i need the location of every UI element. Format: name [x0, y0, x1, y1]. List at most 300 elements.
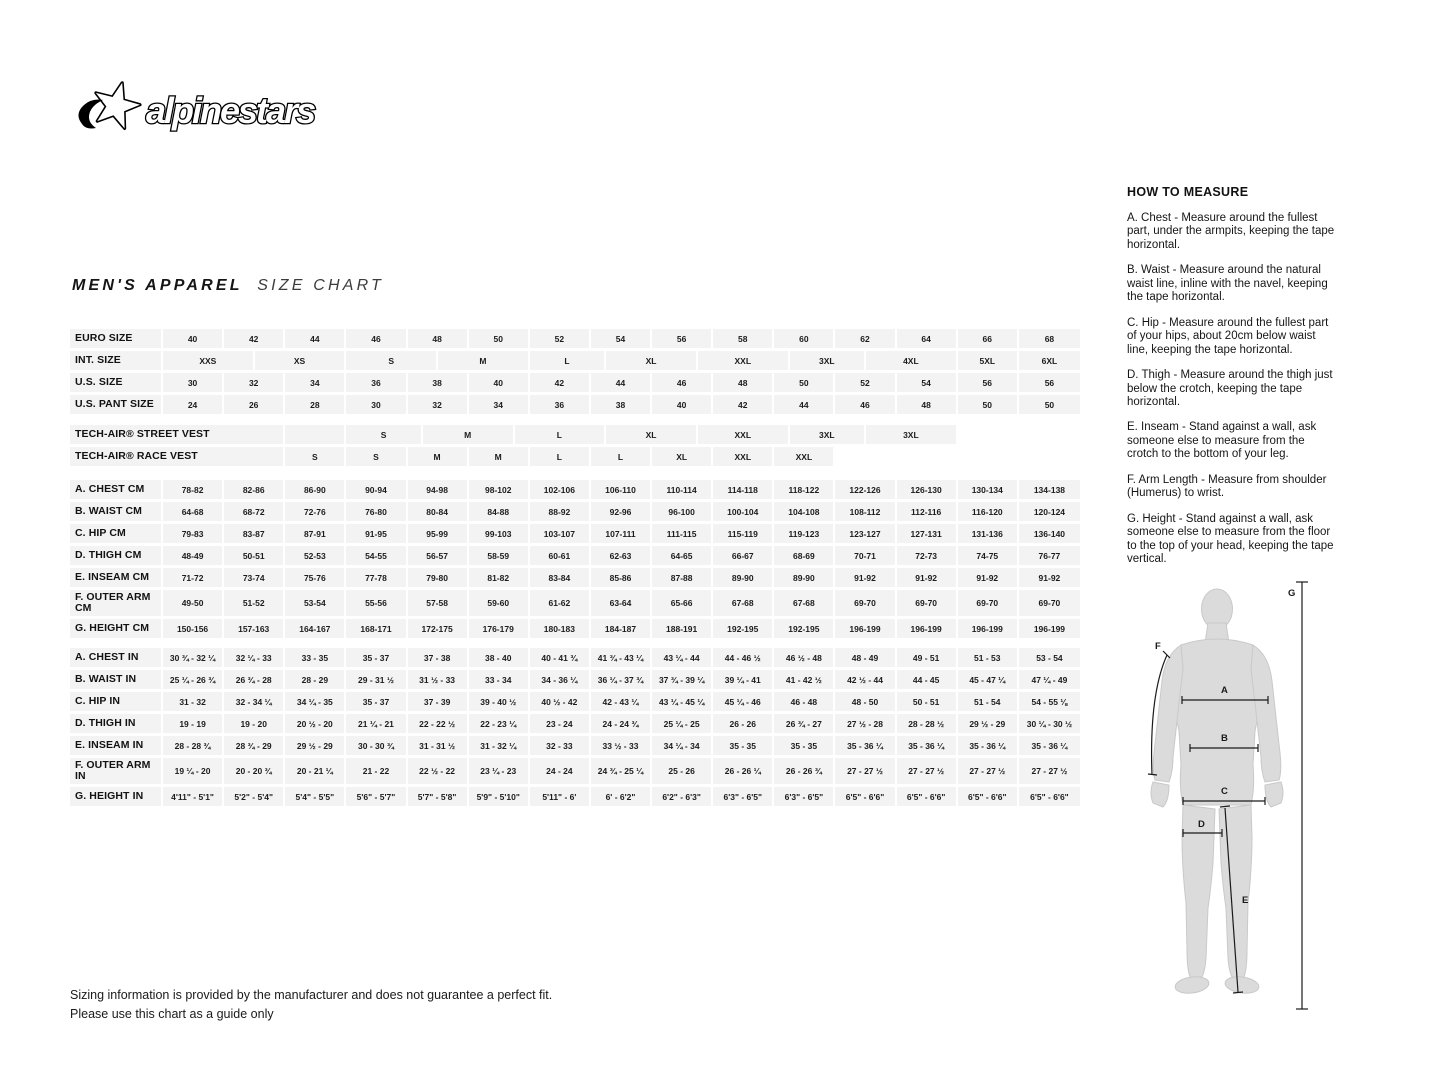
size-cell: 28 - 28 ½ [897, 714, 958, 733]
alpinestars-logo [74, 78, 334, 142]
size-cell: 79-83 [163, 524, 224, 543]
table-group-sizes [70, 329, 1080, 414]
size-cell: 41 ¾ - 43 ¼ [591, 648, 652, 667]
size-cell: 56-57 [408, 546, 469, 565]
table-row [70, 351, 1080, 370]
size-cell: 35 - 37 [346, 692, 407, 711]
size-cell: 196-199 [835, 619, 896, 638]
label-thigh: D [1198, 819, 1205, 830]
row-label: A. CHEST CM [70, 480, 163, 499]
size-cell: 4'11" - 5'1" [163, 787, 224, 806]
size-cell: 91-92 [897, 568, 958, 587]
size-cell: 46 [652, 373, 713, 392]
size-cell: 22 - 22 ½ [408, 714, 469, 733]
size-cell: 35 - 36 ¼ [1019, 736, 1080, 755]
row-label: D. THIGH CM [70, 546, 163, 565]
size-cell: 28 ¾ - 29 [224, 736, 285, 755]
size-cell: 32 - 34 ¼ [224, 692, 285, 711]
size-cell: 34 - 36 ¼ [530, 670, 591, 689]
size-cell: 6'5" - 6'6" [1019, 787, 1080, 806]
row-label: C. HIP CM [70, 524, 163, 543]
size-cell: 40 - 41 ¾ [530, 648, 591, 667]
size-cell: 35 - 36 ¼ [897, 736, 958, 755]
size-cell: 36 [530, 395, 591, 414]
star-icon [96, 83, 140, 129]
size-cell: 31 - 31 ½ [408, 736, 469, 755]
how-to-measure-heading: HOW TO MEASURE [1127, 185, 1249, 199]
size-cell: 81-82 [469, 568, 530, 587]
row-label: E. INSEAM IN [70, 736, 163, 755]
size-cell: 61-62 [530, 590, 591, 616]
size-cell: 134-138 [1019, 480, 1080, 499]
size-cell: 19 - 20 [224, 714, 285, 733]
size-cell: M [408, 447, 469, 466]
size-cell: 42 [224, 329, 285, 348]
size-cell: 67-68 [713, 590, 774, 616]
size-cell: 74-75 [958, 546, 1019, 565]
size-cell: 164-167 [285, 619, 346, 638]
size-cell: 48 [897, 395, 958, 414]
size-cell: 111-115 [652, 524, 713, 543]
size-cell: 31 ½ - 33 [408, 670, 469, 689]
size-cell: 46 - 48 [774, 692, 835, 711]
size-cell: 44 - 46 ½ [713, 648, 774, 667]
label-height: G [1288, 588, 1296, 599]
size-cell: 69-70 [835, 590, 896, 616]
row-label: EURO SIZE [70, 329, 163, 348]
size-cell: 29 ½ - 29 [285, 736, 346, 755]
table-row [70, 425, 1080, 444]
row-label: A. CHEST IN [70, 648, 163, 667]
size-cell: 24 - 24 ¾ [591, 714, 652, 733]
size-cell: 45 ¼ - 46 [713, 692, 774, 711]
label-inseam: E [1242, 895, 1249, 906]
size-cell: 68-69 [774, 546, 835, 565]
size-cell: 35 - 35 [713, 736, 774, 755]
size-cell: 6XL [1019, 351, 1080, 370]
size-cell: 91-92 [835, 568, 896, 587]
measurement-figure [1145, 573, 1323, 1020]
size-cell: 122-126 [835, 480, 896, 499]
size-cell: 91-95 [346, 524, 407, 543]
size-cell: 83-84 [530, 568, 591, 587]
size-cell: 64-65 [652, 546, 713, 565]
size-cell: 99-103 [469, 524, 530, 543]
size-cell: 80-84 [408, 502, 469, 521]
size-cell: 68-72 [224, 502, 285, 521]
table-row [70, 524, 1080, 543]
size-cell: 54-55 [346, 546, 407, 565]
size-cell: XL [606, 351, 698, 370]
size-cell: 24 - 24 [530, 758, 591, 784]
size-cell: 48 [408, 329, 469, 348]
size-cell: 37 - 39 [408, 692, 469, 711]
size-cell: 5'2" - 5'4" [224, 787, 285, 806]
size-cell: 64-68 [163, 502, 224, 521]
size-cell: 5XL [958, 351, 1019, 370]
logo-wordmark: alpinestars [146, 90, 315, 131]
label-hip: C [1221, 786, 1228, 797]
size-cell: XL [606, 425, 698, 444]
size-cell: 49 - 51 [897, 648, 958, 667]
table-group-in [70, 648, 1080, 806]
size-cell: 43 ¼ - 44 [652, 648, 713, 667]
size-cell: 90-94 [346, 480, 407, 499]
size-cell: 50 [958, 395, 1019, 414]
size-cell: L [591, 447, 652, 466]
size-cell: 42 ½ - 44 [835, 670, 896, 689]
size-cell: 72-73 [897, 546, 958, 565]
size-cell: 25 ¼ - 25 [652, 714, 713, 733]
size-cell: 38 [408, 373, 469, 392]
size-cell: 98-102 [469, 480, 530, 499]
table-row [70, 787, 1080, 806]
size-cell: 55-56 [346, 590, 407, 616]
size-cell: 27 ½ - 28 [835, 714, 896, 733]
size-cell: 27 - 27 ½ [897, 758, 958, 784]
size-cell: 65-66 [652, 590, 713, 616]
size-cell: 30 ¾ - 32 ¼ [163, 648, 224, 667]
size-cell: 108-112 [835, 502, 896, 521]
size-cell: 5'6" - 5'7" [346, 787, 407, 806]
size-cell: 54 [897, 373, 958, 392]
size-cell: L [515, 425, 607, 444]
size-cell: M [423, 425, 515, 444]
size-cell: 54 [591, 329, 652, 348]
table-row [70, 480, 1080, 499]
size-cell: 19 ¼ - 20 [163, 758, 224, 784]
measure-item-thigh: D. Thigh - Measure around the thigh just below the crotch, keeping the tape horizontal. [1127, 369, 1333, 408]
size-cell: 50 [774, 373, 835, 392]
how-to-measure-panel [1127, 185, 1335, 579]
size-cell: 102-106 [530, 480, 591, 499]
size-cell: 6'3" - 6'5" [774, 787, 835, 806]
size-cell: 27 - 27 ½ [835, 758, 896, 784]
size-cell: 60 [774, 329, 835, 348]
size-cell: 77-78 [346, 568, 407, 587]
size-cell: 53 - 54 [1019, 648, 1080, 667]
row-label: TECH-AIR® STREET VEST [70, 425, 285, 444]
size-cell: 54 - 55 ⅛ [1019, 692, 1080, 711]
row-label: G. HEIGHT CM [70, 619, 163, 638]
table-row [70, 714, 1080, 733]
size-cell: 68 [1019, 329, 1080, 348]
page-title [72, 277, 384, 295]
size-cell: 100-104 [713, 502, 774, 521]
size-cell: 19 - 19 [163, 714, 224, 733]
size-cell: 120-124 [1019, 502, 1080, 521]
size-cell: 42 [530, 373, 591, 392]
size-cell: 42 [713, 395, 774, 414]
size-cell: 62 [835, 329, 896, 348]
size-cell: 46 [346, 329, 407, 348]
size-cell: 33 - 34 [469, 670, 530, 689]
size-cell: 71-72 [163, 568, 224, 587]
size-cell: 44 [285, 329, 346, 348]
size-cell: 44 [774, 395, 835, 414]
label-chest: A [1221, 685, 1228, 696]
size-cell: 44 [591, 373, 652, 392]
size-cell: 5'4" - 5'5" [285, 787, 346, 806]
size-cell: XXL [698, 351, 790, 370]
size-cell: 91-92 [1019, 568, 1080, 587]
size-cell: 106-110 [591, 480, 652, 499]
size-cell: 42 - 43 ¼ [591, 692, 652, 711]
size-cell: 25 ¼ - 26 ¾ [163, 670, 224, 689]
size-cell: 38 - 40 [469, 648, 530, 667]
size-cell: 69-70 [1019, 590, 1080, 616]
size-cell: 188-191 [652, 619, 713, 638]
alpinestars-logo-icon [74, 78, 334, 142]
size-cell: 131-136 [958, 524, 1019, 543]
size-cell: 172-175 [408, 619, 469, 638]
size-cell: 40 [469, 373, 530, 392]
empty-cell [285, 425, 346, 444]
size-cell: 115-119 [713, 524, 774, 543]
size-cell: 32 [224, 373, 285, 392]
size-cell: 66-67 [713, 546, 774, 565]
size-cell: S [346, 425, 422, 444]
measure-item-height: G. Height - Stand against a wall, ask someone else to measure from the floor to the top of your head, keeping the tape vertical. [1127, 512, 1334, 566]
table-row [70, 736, 1080, 755]
size-cell: 196-199 [1019, 619, 1080, 638]
size-cell: 6'3" - 6'5" [713, 787, 774, 806]
size-cell: 96-100 [652, 502, 713, 521]
table-row [70, 395, 1080, 414]
table-row [70, 329, 1080, 348]
table-row [70, 619, 1080, 638]
size-cell: 22 ½ - 22 [408, 758, 469, 784]
size-cell: 50 [1019, 395, 1080, 414]
size-cell: 104-108 [774, 502, 835, 521]
size-cell: 91-92 [958, 568, 1019, 587]
size-cell: 26 - 26 ¾ [774, 758, 835, 784]
size-cell: 29 - 31 ½ [346, 670, 407, 689]
size-cell: 89-90 [713, 568, 774, 587]
size-cell: 52-53 [285, 546, 346, 565]
size-cell: 3XL [866, 425, 958, 444]
size-cell: S [346, 351, 438, 370]
size-cell: 112-116 [897, 502, 958, 521]
size-cell: 70-71 [835, 546, 896, 565]
row-label: E. INSEAM CM [70, 568, 163, 587]
size-cell: 59-60 [469, 590, 530, 616]
size-cell: 84-88 [469, 502, 530, 521]
size-cell: 88-92 [530, 502, 591, 521]
size-cell: XS [255, 351, 347, 370]
size-cell: 67-68 [774, 590, 835, 616]
star-swoosh [78, 100, 103, 129]
row-label: INT. SIZE [70, 351, 163, 370]
size-cell: 92-96 [591, 502, 652, 521]
size-cell: 48-49 [163, 546, 224, 565]
size-cell: 43 ¼ - 45 ¼ [652, 692, 713, 711]
size-table [70, 329, 1080, 816]
row-label: U.S. SIZE [70, 373, 163, 392]
size-cell: 34 ¼ - 35 [285, 692, 346, 711]
size-cell: 39 ¼ - 41 [713, 670, 774, 689]
size-cell: 87-88 [652, 568, 713, 587]
row-label: B. WAIST CM [70, 502, 163, 521]
measure-item-hip: C. Hip - Measure around the fullest part of your hips, about 20cm below waist line, keeping the tape horizontal. [1127, 316, 1329, 356]
size-cell: 3XL [790, 425, 866, 444]
size-cell: XXS [163, 351, 255, 370]
size-cell: 79-80 [408, 568, 469, 587]
size-cell: 45 - 47 ¼ [958, 670, 1019, 689]
size-cell: 51 - 53 [958, 648, 1019, 667]
size-cell: 38 [591, 395, 652, 414]
size-cell: 48 [713, 373, 774, 392]
size-cell: 83-87 [224, 524, 285, 543]
table-row [70, 590, 1080, 616]
size-cell: 58 [713, 329, 774, 348]
size-cell: 50-51 [224, 546, 285, 565]
size-cell: 20 ½ - 20 [285, 714, 346, 733]
size-cell: 107-111 [591, 524, 652, 543]
size-cell: 26 ¾ - 28 [224, 670, 285, 689]
table-row [70, 648, 1080, 667]
table-row [70, 568, 1080, 587]
size-cell: 37 - 38 [408, 648, 469, 667]
size-cell: 44 - 45 [897, 670, 958, 689]
size-cell: 47 ¼ - 49 [1019, 670, 1080, 689]
size-cell: 51 - 54 [958, 692, 1019, 711]
size-cell: 40 ½ - 42 [530, 692, 591, 711]
size-cell: 30 ¼ - 30 ½ [1019, 714, 1080, 733]
size-cell: 23 ¼ - 23 [469, 758, 530, 784]
table-row [70, 447, 1080, 466]
size-cell: 66 [958, 329, 1019, 348]
size-cell: 130-134 [958, 480, 1019, 499]
size-cell: 52 [835, 373, 896, 392]
table-row [70, 373, 1080, 392]
row-label: U.S. PANT SIZE [70, 395, 163, 414]
measure-item-inseam: E. Inseam - Stand against a wall, ask someone else to measure from the crotch to the bottom of your leg. [1127, 421, 1317, 461]
table-group-cm [70, 480, 1080, 638]
size-cell: 58-59 [469, 546, 530, 565]
size-cell: 116-120 [958, 502, 1019, 521]
size-cell: 35 - 37 [346, 648, 407, 667]
size-cell: 56 [958, 373, 1019, 392]
row-label: D. THIGH IN [70, 714, 163, 733]
size-cell: 62-63 [591, 546, 652, 565]
size-cell: XXL [713, 447, 774, 466]
size-cell: 32 - 33 [530, 736, 591, 755]
size-cell: 22 - 23 ¼ [469, 714, 530, 733]
size-cell: 168-171 [346, 619, 407, 638]
size-cell: 52 [530, 329, 591, 348]
size-cell: 5'7" - 5'8" [408, 787, 469, 806]
page-title-secondary: SIZE CHART [257, 277, 385, 294]
size-cell: 86-90 [285, 480, 346, 499]
size-cell: 35 - 36 ¼ [958, 736, 1019, 755]
empty-cell [835, 447, 1080, 466]
size-cell: 28 - 28 ¾ [163, 736, 224, 755]
size-cell: 21 ¼ - 21 [346, 714, 407, 733]
table-row [70, 546, 1080, 565]
measure-item-chest: A. Chest - Measure around the fullest part, under the armpits, keeping the tape horizontal. [1127, 212, 1335, 251]
size-cell: 31 - 32 [163, 692, 224, 711]
empty-cell [958, 425, 1080, 444]
size-cell: 57-58 [408, 590, 469, 616]
size-cell: 23 - 24 [530, 714, 591, 733]
size-cell: 41 - 42 ½ [774, 670, 835, 689]
size-cell: 78-82 [163, 480, 224, 499]
row-label: F. OUTER ARM IN [70, 758, 163, 784]
row-label: F. OUTER ARM CM [70, 590, 163, 616]
size-cell: 76-80 [346, 502, 407, 521]
table-row [70, 670, 1080, 689]
size-cell: 31 - 32 ¼ [469, 736, 530, 755]
size-cell: XXL [698, 425, 790, 444]
size-cell: 26 [224, 395, 285, 414]
size-cell: M [438, 351, 530, 370]
size-cell: 103-107 [530, 524, 591, 543]
table-row [70, 502, 1080, 521]
size-cell: 30 [346, 395, 407, 414]
size-cell: 50 [469, 329, 530, 348]
size-cell: 33 - 35 [285, 648, 346, 667]
size-cell: 6'2" - 6'3" [652, 787, 713, 806]
size-cell: 26 - 26 ¼ [713, 758, 774, 784]
size-cell: 50 - 51 [897, 692, 958, 711]
size-cell: 27 - 27 ½ [1019, 758, 1080, 784]
page-title-primary: MEN'S APPAREL [72, 277, 243, 294]
measure-item-waist: B. Waist - Measure around the natural waist line, inline with the navel, keeping the tape horizontal. [1127, 264, 1328, 304]
size-cell: 64 [897, 329, 958, 348]
size-cell: 157-163 [224, 619, 285, 638]
size-cell: 33 ½ - 33 [591, 736, 652, 755]
size-cell: 85-86 [591, 568, 652, 587]
size-cell: 118-122 [774, 480, 835, 499]
size-cell: 30 - 30 ¾ [346, 736, 407, 755]
size-cell: 114-118 [713, 480, 774, 499]
label-arm: F [1155, 641, 1161, 652]
size-cell: 60-61 [530, 546, 591, 565]
size-cell: 110-114 [652, 480, 713, 499]
size-cell: 48 - 50 [835, 692, 896, 711]
size-cell: 24 [163, 395, 224, 414]
size-cell: 69-70 [897, 590, 958, 616]
size-cell: 32 [408, 395, 469, 414]
size-cell: 192-195 [774, 619, 835, 638]
size-cell: 6'5" - 6'6" [835, 787, 896, 806]
size-cell: 30 [163, 373, 224, 392]
size-cell: 6' - 6'2" [591, 787, 652, 806]
size-cell: 76-77 [1019, 546, 1080, 565]
footer-line-2: Please use this chart as a guide only [70, 1006, 274, 1021]
size-cell: 63-64 [591, 590, 652, 616]
size-cell: M [469, 447, 530, 466]
size-cell: 26 ¾ - 27 [774, 714, 835, 733]
size-cell: 6'5" - 6'6" [958, 787, 1019, 806]
size-cell: 82-86 [224, 480, 285, 499]
size-cell: 53-54 [285, 590, 346, 616]
size-cell: 4XL [866, 351, 958, 370]
size-cell: 5'11" - 6' [530, 787, 591, 806]
size-cell: 136-140 [1019, 524, 1080, 543]
size-cell: 119-123 [774, 524, 835, 543]
size-cell: 56 [652, 329, 713, 348]
label-waist: B [1221, 733, 1228, 744]
size-cell: S [346, 447, 407, 466]
size-cell: 35 - 35 [774, 736, 835, 755]
size-cell: 28 [285, 395, 346, 414]
size-cell: 40 [652, 395, 713, 414]
size-cell: 24 ¾ - 25 ¼ [591, 758, 652, 784]
size-cell: 37 ¾ - 39 ¼ [652, 670, 713, 689]
size-cell: 32 ¼ - 33 [224, 648, 285, 667]
